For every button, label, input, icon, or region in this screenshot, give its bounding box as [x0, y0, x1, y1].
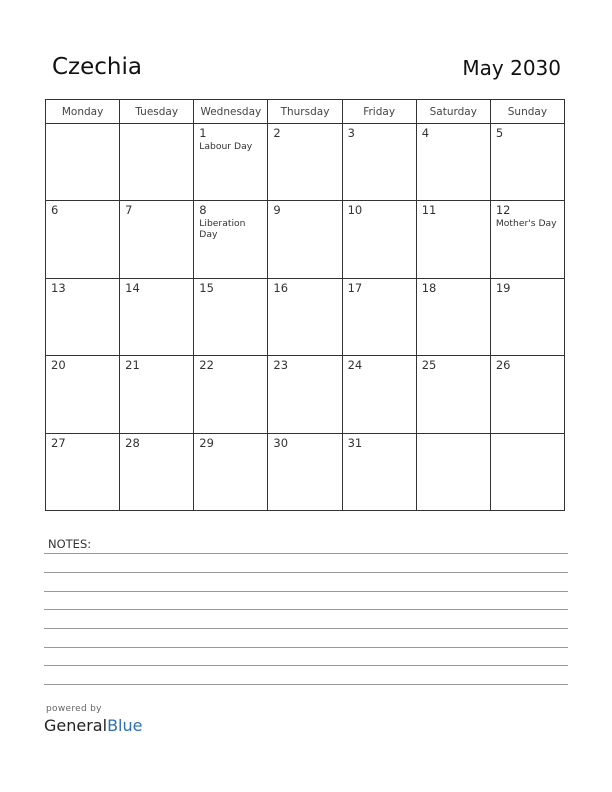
- weekday-header: Thursday: [268, 100, 342, 124]
- day-number: 7: [125, 203, 133, 218]
- note-line: [44, 572, 568, 573]
- day-number: 11: [421, 203, 437, 218]
- day-number: 18: [421, 280, 437, 295]
- day-cell: [268, 433, 342, 510]
- day-cell: [268, 278, 342, 355]
- day-number: 29: [199, 435, 214, 450]
- weekday-header: Wednesday: [194, 100, 268, 124]
- day-number: 31: [347, 435, 363, 450]
- day-cell: [416, 278, 490, 355]
- note-line: [44, 647, 568, 648]
- powered-by-text: powered by: [46, 704, 102, 714]
- day-cell: [194, 124, 268, 201]
- empty-day-cell: [490, 433, 564, 510]
- day-number: 12: [495, 203, 511, 218]
- day-cell: [416, 356, 490, 433]
- day-number: 27: [51, 435, 66, 450]
- day-cell: [490, 124, 564, 201]
- note-line: [44, 665, 568, 666]
- holiday-label: Labour Day: [199, 141, 253, 152]
- day-cell: [416, 201, 490, 278]
- notes-label: NOTES:: [48, 537, 92, 551]
- brand-logo: [44, 716, 142, 735]
- weekday-header: Sunday: [490, 100, 564, 124]
- day-cell: [46, 356, 120, 433]
- day-number: 17: [347, 280, 363, 295]
- day-number: 13: [51, 280, 66, 295]
- weekday-header: Monday: [46, 100, 120, 124]
- day-cell: [194, 201, 268, 278]
- day-cell: [194, 433, 268, 510]
- empty-day-cell: [46, 124, 120, 201]
- day-cell: [342, 356, 416, 433]
- week-row: [46, 433, 565, 510]
- day-number: 28: [125, 435, 140, 450]
- day-number: 3: [347, 126, 355, 140]
- day-cell: [46, 201, 120, 278]
- day-number: 2: [273, 126, 281, 140]
- day-cell: [46, 433, 120, 510]
- note-line: [44, 553, 568, 554]
- note-line: [44, 628, 568, 629]
- day-cell: [342, 278, 416, 355]
- holiday-label: Mother's Day: [495, 218, 557, 230]
- day-number: 26: [495, 358, 511, 373]
- day-cell: [268, 124, 342, 201]
- day-number: 19: [495, 280, 511, 295]
- day-cell: [490, 201, 564, 278]
- day-number: 30: [273, 435, 289, 450]
- day-number: 14: [125, 280, 140, 295]
- week-row: [46, 124, 565, 201]
- day-number: 4: [421, 126, 430, 140]
- brand-name-blue: Blue: [107, 716, 143, 735]
- day-number: 6: [51, 203, 59, 218]
- day-number: 8: [199, 203, 207, 218]
- day-cell: [268, 356, 342, 433]
- weekday-header-row: [46, 100, 565, 124]
- weekday-header: Saturday: [416, 100, 490, 124]
- day-cell: [416, 124, 490, 201]
- calendar-grid: [45, 99, 565, 511]
- day-number: 16: [273, 280, 289, 295]
- day-cell: [120, 433, 194, 510]
- weekday-header: Tuesday: [120, 100, 194, 124]
- note-line: [44, 591, 568, 592]
- day-cell: [120, 356, 194, 433]
- week-row: [46, 356, 565, 433]
- country-title: Czechia: [52, 54, 142, 80]
- weekday-header: Friday: [342, 100, 416, 124]
- week-row: [46, 278, 565, 355]
- day-number: 24: [347, 358, 363, 373]
- day-cell: [268, 201, 342, 278]
- day-number: 15: [199, 280, 214, 295]
- note-line: [44, 684, 568, 685]
- day-number: 9: [273, 203, 281, 218]
- day-number: 22: [199, 358, 214, 373]
- day-cell: [342, 201, 416, 278]
- holiday-label: Liberation Day: [199, 218, 246, 241]
- week-row: [46, 201, 565, 278]
- day-number: 20: [51, 358, 66, 373]
- day-cell: [490, 356, 564, 433]
- day-cell: [120, 201, 194, 278]
- day-cell: [120, 278, 194, 355]
- empty-day-cell: [120, 124, 194, 201]
- day-number: 5: [495, 126, 504, 140]
- empty-day-cell: [416, 433, 490, 510]
- day-cell: [342, 124, 416, 201]
- note-line: [44, 609, 568, 610]
- day-number: 10: [347, 203, 363, 218]
- day-number: 25: [421, 358, 437, 373]
- day-cell: [194, 278, 268, 355]
- day-cell: [490, 278, 564, 355]
- day-cell: [194, 356, 268, 433]
- month-year-title: May 2030: [462, 56, 561, 80]
- day-cell: [342, 433, 416, 510]
- day-cell: [46, 278, 120, 355]
- day-number: 21: [125, 358, 140, 373]
- day-number: 23: [273, 358, 289, 373]
- brand-name-general: General: [44, 716, 108, 735]
- day-number: 1: [199, 126, 207, 140]
